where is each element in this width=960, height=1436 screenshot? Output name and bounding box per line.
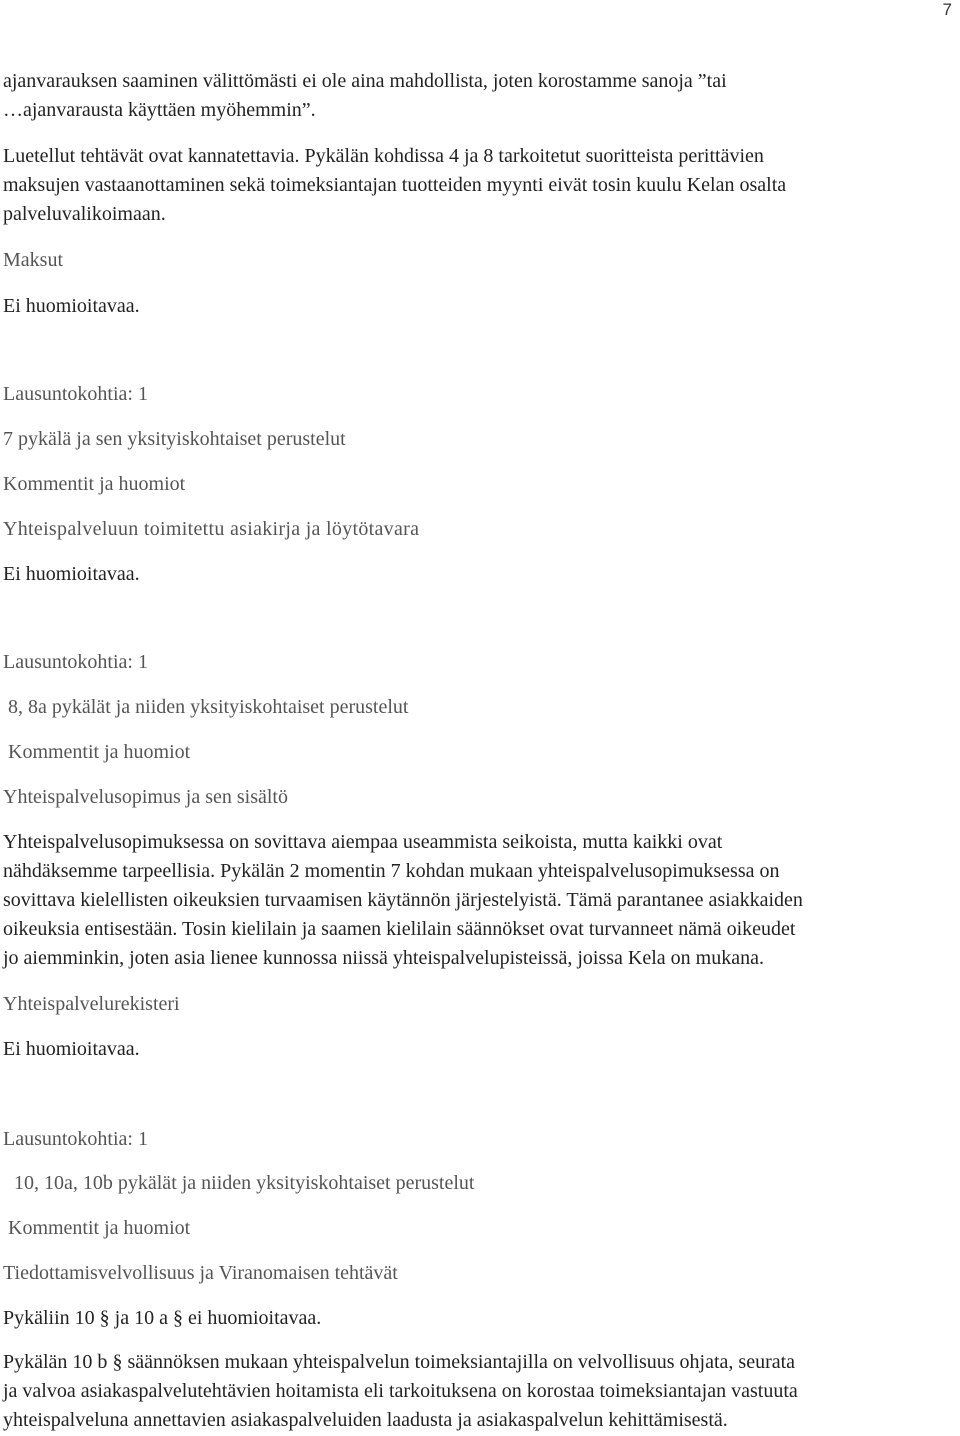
intro-line-1: ajanvarauksen saaminen välittömästi ei ole aina mahdollista, joten korostamme sanoja ”tai <box>3 70 727 92</box>
section7-comments-heading: Kommentit ja huomiot <box>3 473 186 495</box>
section10-para-line-2: ja valvoa asiakaspalvelutehtävien hoitamista eli tarkoituksena on korostaa toimeksiantajan vastuuta <box>3 1380 798 1402</box>
section10-title: 10, 10a, 10b pykälät ja niiden yksityiskohtaiset perustelut <box>14 1172 475 1194</box>
section10-line-1-part-a: Pykäliin 10 <box>3 1307 95 1329</box>
section10-line-1-part-b: ja 10 a <box>114 1307 168 1329</box>
section10-para-line-1-part-b: säännöksen mukaan yhteispalvelun toimeksiantajilla on velvollisuus ohjata, seurata <box>127 1351 796 1373</box>
intro-line-5: palveluvalikoimaan. <box>3 203 166 225</box>
section10-line-1 <box>3 1306 321 1330</box>
intro-line-4: maksujen vastaanottaminen sekä toimeksiantajan tuotteiden myynti eivät tosin kuulu Kelan osalta <box>3 174 787 196</box>
intro-line-3: Luetellut tehtävät ovat kannatettavia. Pykälän kohdissa 4 ja 8 tarkoitetut suoritteista perittävien <box>3 145 764 167</box>
section10-count: Lausuntokohtia: 1 <box>3 1128 148 1150</box>
section10-line-1-part-c: ei huomioitavaa. <box>187 1307 322 1329</box>
section10-subheading: Tiedottamisvelvollisuus ja Viranomaisen tehtävät <box>3 1262 398 1284</box>
section7-subheading: Yhteispalveluun toimitettu asiakirja ja löytötavara <box>3 518 420 540</box>
section10-para-line-1 <box>3 1350 795 1374</box>
page-number: 7 <box>942 0 952 19</box>
section8-body-line-4: oikeuksia entisestään. Tosin kielilain ja saamen kielilain säännökset ovat turvanneet nämä oikeudet <box>3 918 796 940</box>
maksut-comment: Ei huomioitavaa. <box>3 295 140 317</box>
section10-para-line-1-part-a: Pykälän 10 b <box>3 1351 108 1373</box>
section-sign-icon: § <box>99 1307 110 1329</box>
section-sign-icon: § <box>172 1307 183 1329</box>
section8-comment-2: Ei huomioitavaa. <box>3 1038 140 1060</box>
section10-comments-heading: Kommentit ja huomiot <box>8 1217 191 1239</box>
section7-comment: Ei huomioitavaa. <box>3 563 140 585</box>
section8-title: 8, 8a pykälät ja niiden yksityiskohtaiset perustelut <box>8 696 409 718</box>
maksut-heading: Maksut <box>3 249 63 271</box>
section-sign-icon: § <box>112 1351 123 1373</box>
intro-line-2: …ajanvarausta käyttäen myöhemmin”. <box>3 99 316 121</box>
section8-body-line-2: nähdäksemme tarpeellisia. Pykälän 2 momentin 7 kohdan mukaan yhteispalvelusopimuksessa on <box>3 860 780 882</box>
section8-body-line-1: Yhteispalvelusopimuksessa on sovittava aiempaa useammista seikoista, mutta kaikki ovat <box>3 831 723 853</box>
section7-count: Lausuntokohtia: 1 <box>3 383 148 405</box>
section8-count: Lausuntokohtia: 1 <box>3 651 148 673</box>
section8-body-line-3: sovittava kielellisten oikeuksien turvaamisen käytännön järjestelyistä. Tämä parantanee asiakkaiden <box>3 889 803 911</box>
section7-title: 7 pykälä ja sen yksityiskohtaiset perustelut <box>3 428 346 450</box>
section10-para-line-3: yhteispalveluna annettavien asiakaspalveluiden laadusta ja asiakaspalvelun kehittämisestä. <box>3 1409 728 1431</box>
section8-comments-heading: Kommentit ja huomiot <box>8 741 191 763</box>
section8-subheading: Yhteispalvelusopimus ja sen sisältö <box>3 786 288 808</box>
section8-subheading-2: Yhteispalvelurekisteri <box>3 993 180 1015</box>
section8-body-line-5: jo aiemminkin, joten asia lienee kunnossa niissä yhteispalvelupisteissä, joissa Kela on mukana. <box>3 947 764 969</box>
